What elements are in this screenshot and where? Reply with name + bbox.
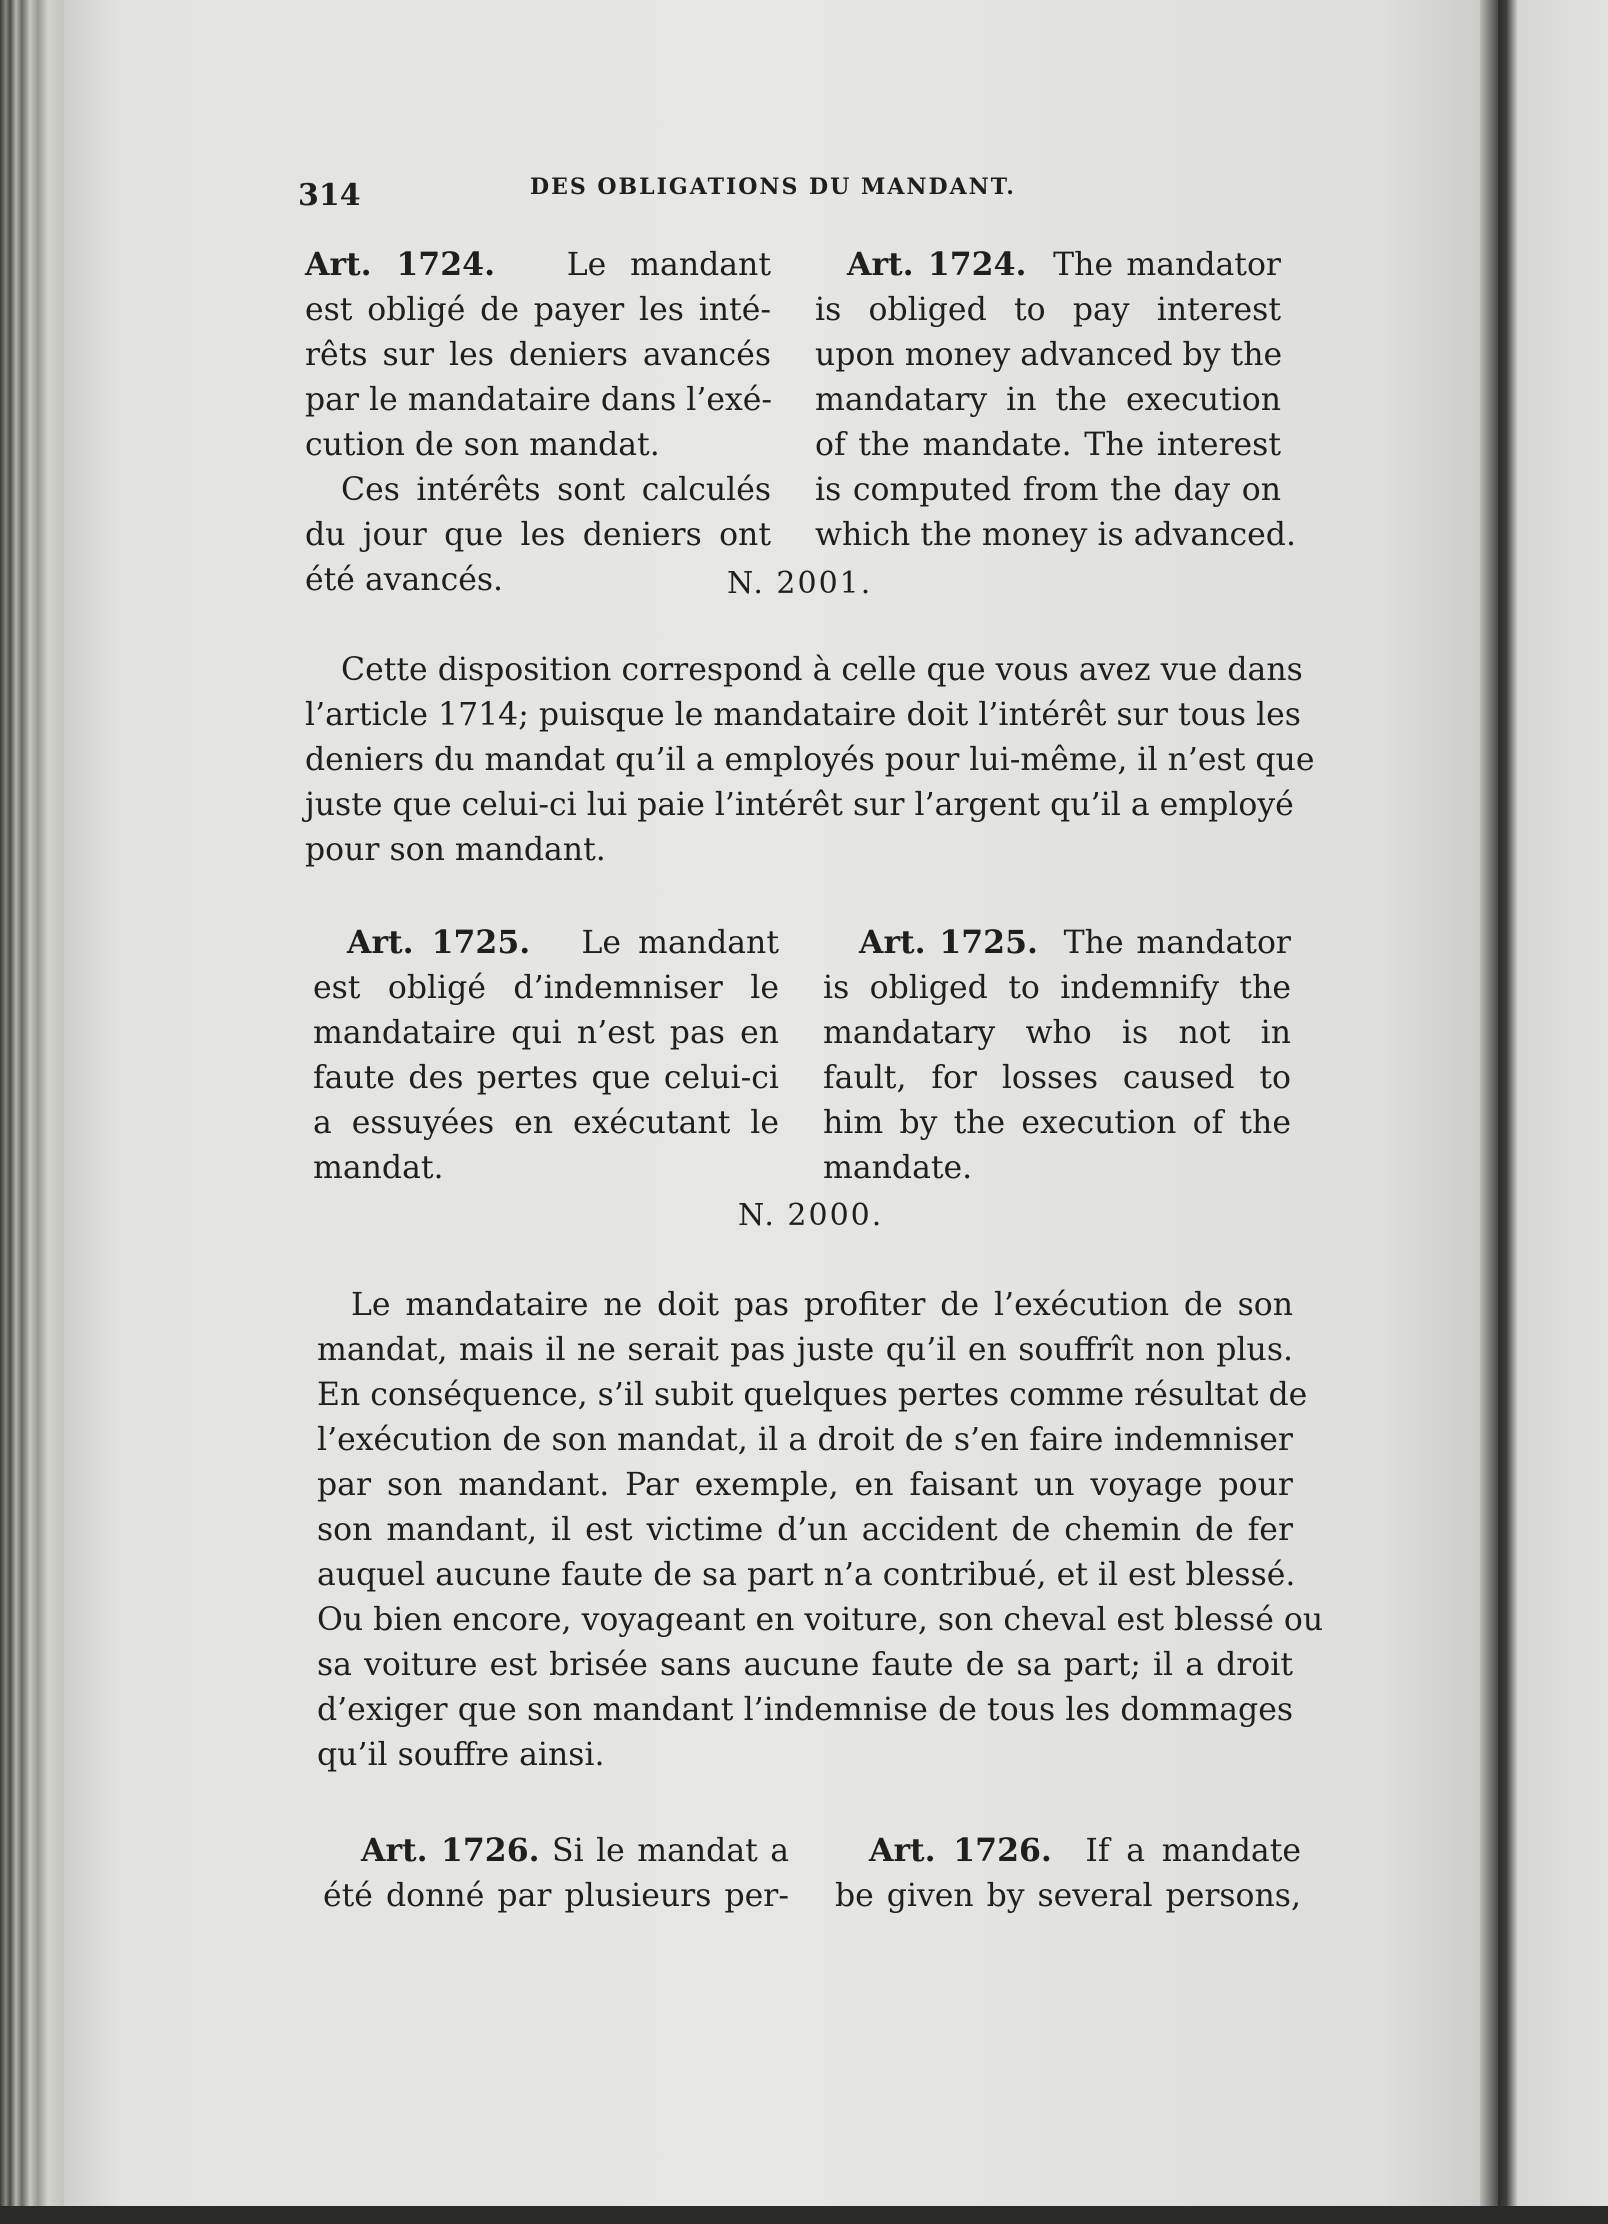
- art-1726-fr: [323, 1828, 789, 1919]
- commentary-1724: [305, 648, 1315, 873]
- bottom-edge: [0, 2206, 1608, 2224]
- text-line: be given by several persons,: [835, 1878, 1301, 1914]
- text-line: is computed from the day on: [815, 472, 1281, 508]
- text-line: mandat, mais il ne serait pas juste qu’il en souffrît non plus.: [317, 1332, 1293, 1368]
- text-line: été avancés.: [305, 562, 504, 598]
- art-1725-fr-line-1: [313, 920, 779, 966]
- art-1724-en-line-1: [815, 242, 1281, 288]
- text-line: is obliged to indemnify the: [823, 970, 1291, 1006]
- art-1726-en: [835, 1828, 1301, 1919]
- art-1725-en: [823, 920, 1291, 1191]
- text-line: rêts sur les deniers avancés: [305, 337, 771, 373]
- text-line: par le mandataire dans l’exé-: [305, 382, 773, 418]
- art-label: Art. 1724.: [847, 246, 1027, 283]
- text-line: l’exécution de son mandat, il a droit de s’en faire indemniser: [317, 1422, 1293, 1458]
- text-line: a essuyées en exécutant le: [313, 1105, 779, 1141]
- text-line: upon money advanced by the: [815, 337, 1283, 373]
- commentary-1725: [317, 1283, 1324, 1778]
- text-line: fault, for losses caused to: [823, 1060, 1291, 1096]
- art-label: Art. 1725.: [859, 924, 1038, 961]
- text-line: été donné par plusieurs per-: [323, 1878, 789, 1914]
- art-label: Art. 1724.: [305, 246, 496, 283]
- adjacent-page: [1498, 0, 1608, 2224]
- art-label: Art. 1726.: [869, 1832, 1052, 1869]
- text-line: qu’il souffre ainsi.: [317, 1737, 605, 1773]
- art-1724-fr-line-1: [305, 242, 771, 288]
- text-line: du jour que les deniers ont: [305, 517, 771, 553]
- text-line: est obligé d’indemniser le: [313, 970, 779, 1006]
- text-line: son mandant, il est victime d’un accident de chemin de fer: [317, 1512, 1293, 1548]
- art-label: Art. 1725.: [347, 924, 531, 961]
- text-line: mandatary who is not in: [823, 1015, 1291, 1051]
- page-edge-shadow: [1480, 0, 1498, 2224]
- text-line: Le mandant: [581, 925, 779, 961]
- cross-reference: N. 2001.: [727, 566, 873, 601]
- text-line: is obliged to pay interest: [815, 292, 1281, 328]
- text-line: sa voiture est brisée sans aucune faute de sa part; il a droit: [317, 1647, 1293, 1683]
- art-1724-fr: [305, 242, 771, 603]
- text-line: Ces intérêts sont calculés: [341, 472, 771, 508]
- text-line: which the money is advanced.: [815, 517, 1296, 553]
- text-line: mandatary in the execution: [815, 382, 1281, 418]
- running-title: DES OBLIGATIONS DU MANDANT.: [530, 174, 1016, 200]
- art-1726-en-line-1: [835, 1828, 1301, 1874]
- text-line: Le mandataire ne doit pas profiter de l’exécution de son: [351, 1287, 1293, 1323]
- text-line: Le mandant: [566, 247, 771, 283]
- text-line: mandate.: [823, 1150, 973, 1186]
- book-binding: [0, 0, 64, 2224]
- text-line: par son mandant. Par exemple, en faisant un voyage pour: [317, 1467, 1293, 1503]
- text-line: The mandator: [1063, 925, 1291, 961]
- art-label: Art. 1726.: [361, 1832, 540, 1869]
- text-line: pour son mandant.: [305, 832, 606, 868]
- text-line: l’article 1714; puisque le mandataire doit l’intérêt sur tous les: [305, 697, 1301, 733]
- art-1725-fr: [313, 920, 779, 1191]
- text-line: The mandator: [1053, 247, 1281, 283]
- text-line: mandat.: [313, 1150, 444, 1186]
- text-line: mandataire qui n’est pas en: [313, 1015, 779, 1051]
- text-line: If a mandate: [1085, 1833, 1301, 1869]
- text-line: Si le mandat a: [552, 1833, 789, 1869]
- text-line: him by the execution of the: [823, 1105, 1291, 1141]
- text-line: deniers du mandat qu’il a employés pour lui-même, il n’est que: [305, 742, 1315, 778]
- text-line: cution de son mandat.: [305, 427, 660, 463]
- art-1724-en: [815, 242, 1296, 558]
- text-line: En conséquence, s’il subit quelques pertes comme résultat de: [317, 1377, 1308, 1413]
- art-1726-fr-line-1: [323, 1828, 789, 1874]
- text-line: est obligé de payer les inté-: [305, 292, 771, 328]
- text-line: juste que celui-ci lui paie l’intérêt sur l’argent qu’il a employé: [305, 787, 1294, 823]
- text-line: of the mandate. The interest: [815, 427, 1281, 463]
- page-number: 314: [298, 178, 361, 213]
- cross-reference: N. 2000.: [738, 1198, 884, 1233]
- text-line: Cette disposition correspond à celle que vous avez vue dans: [341, 652, 1303, 688]
- text-line: d’exiger que son mandant l’indemnise de tous les dommages: [317, 1692, 1293, 1728]
- art-1725-en-line-1: [823, 920, 1291, 966]
- text-line: faute des pertes que celui-ci: [313, 1060, 779, 1096]
- text-line: Ou bien encore, voyageant en voiture, son cheval est blessé ou: [317, 1602, 1324, 1638]
- text-line: auquel aucune faute de sa part n’a contribué, et il est blessé.: [317, 1557, 1296, 1593]
